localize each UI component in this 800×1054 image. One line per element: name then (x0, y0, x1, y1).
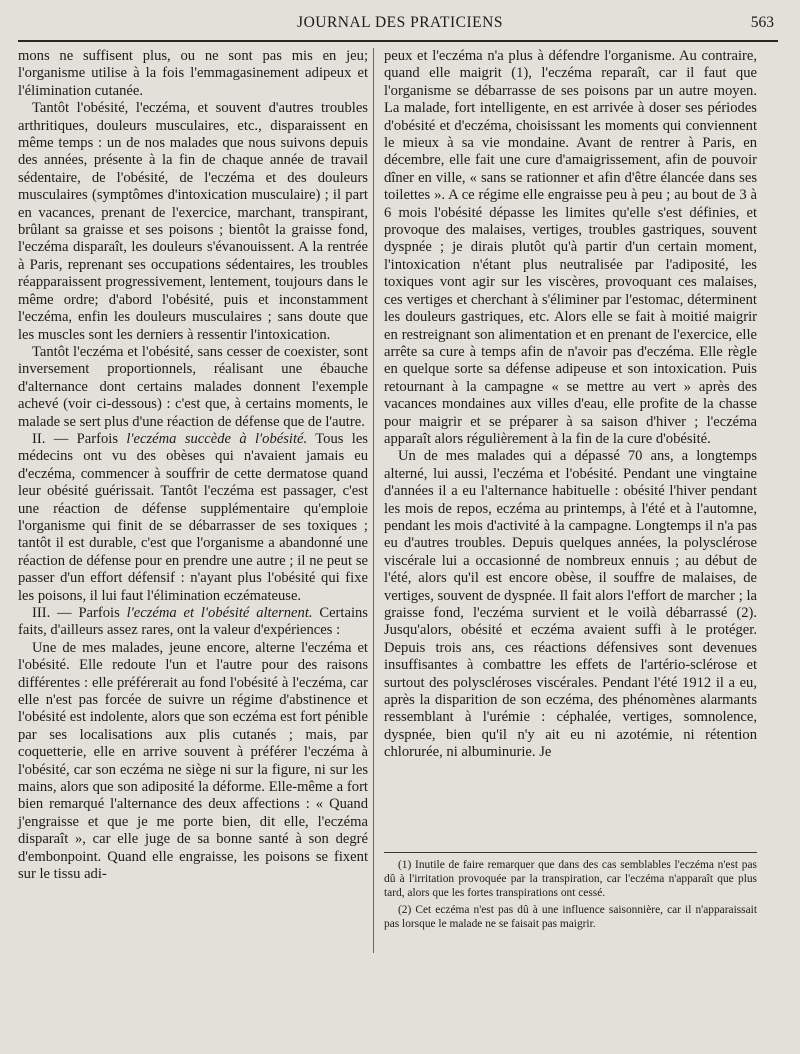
paragraph: mons ne suffisent plus, ou ne sont pas mis en jeu; l'organisme utilise à la fois l'emmagasinement adipeux et l'élimination cutanée. (18, 48, 368, 99)
paragraph: Une de mes malades, jeune encore, alterne l'eczéma et l'obésité. Elle redoute l'un et l'autre pour des raisons différentes : elle préférerait au fond l'obésité à l'eczéma, car elle n'est pas forcée de suivre un régime d'abstinence et l'obésité est indolente, alors que son eczéma est fort pénible par ses localisations aux plis cutanés ; mais, par coquetterie, elle en arrive souvent à préférer l'eczéma à l'obésité, car son eczéma ne siège ni sur la figure, ni sur les mains, alors que son adiposité la déforme. Elle-même a fort bien remarqué l'alternance des deux affections : « Quand j'engraisse et que je me porte bien, dit elle, l'eczéma disparaît », car elle juge de sa bonne santé à son degré d'embonpoint. Quand elle engraisse, les poisons se fixent sur le tissu adi- (18, 639, 368, 883)
paragraph: peux et l'eczéma n'a plus à défendre l'organisme. Au contraire, quand elle maigrit (1), l'eczéma reparaît, car il faut que l'organisme se débarrasse de ses poisons par un autre moyen. La malade, fort intelligente, en est arrivée à doser ses périodes d'obésité et d'eczéma, choisissant les moments qui conviennent le mieux à sa vie mondaine. Avant de rentrer à Paris, en décembre, elle fait une cure d'amaigrissement, afin de pouvoir dîner en ville, « sans se rationner et afin d'être élancée dans ses toilettes ». A ce régime elle engraisse peu à peu ; au bout de 3 à 6 mois l'obésité dépasse les limites qu'elle s'est définies, et provoque des malaises, vertiges, troubles gastriques, souvent dyspnée ; je dirais plutôt qu'à partir d'un certain moment, l'intoxication n'étant plus neutralisée par l'adiposité, les toxiques vont agir sur les viscères, provoquant ces malaises, ces vertiges et cherchant à s'éliminer par l'estomac, déterminent les douleurs gastriques, etc. Alors elle se fait à moitié maigrir en restreignant son alimentation et en prenant de l'exercice, elle arrête sa cure à temps afin de n'avoir pas d'eczéma. Elle règle en quelque sorte sa défense adipeuse et son intoxication. Puis retournant à la campagne « se mettre au vert » après des vacances mondaines aux villes d'eau, elle profite de la chasse pour maigrir et se préparer à sa saison d'hiver ; l'eczéma apparaît alors régulièrement à la fin de la cure d'obésité. (384, 48, 757, 447)
header-rule (18, 40, 778, 42)
section-ii-heading: l'eczéma succède à l'obésité. (126, 430, 308, 447)
paragraph: Tantôt l'obésité, l'eczéma, et souvent d'autres troubles arthritiques, douleurs musculaires, etc., disparaissent en même temps : un de nos malades que nous suivons depuis des années, présente à la fin de chaque année de travail sédentaire, de l'obésité, de l'eczéma et des douleurs musculaires (symptômes d'intoxication musculaire) ; il part en vacances, prenant de l'exercice, marchant, transpirant, brûlant sa graisse et ses poisons ; bientôt la graisse fond, l'eczéma disparaît, les douleurs s'évanouissent. A la rentrée à Paris, reprenant ses occupations sédentaires, les troubles réapparaissent progressivement, lentement, toujours dans le même ordre; d'abord l'obésité, puis et inconstamment l'eczéma, enfin les douleurs musculaires ; sans doute que les muscles sont les derniers à ressentir l'intoxication. (18, 100, 368, 343)
paragraph: Un de mes malades qui a dépassé 70 ans, a longtemps alterné, lui aussi, l'eczéma et l'obésité. Pendant une vingtaine d'années il a eu l'alternance habituelle : obésité l'hiver pendant les mois de repos, eczéma au printemps, à l'été et à l'automne, pendant les mois d'activité à la campagne. Longtemps il n'a pas eu d'autres troubles. Depuis quelques années, la polysclérose viscérale lui a occasionné de nombreux ennuis ; au début de l'été, alors qu'il est encore obèse, il souffre de malaises, de vertiges, souvent de dyspnée. Il fait alors l'effort de marcher ; la graisse fond, l'eczéma survient et le voilà débarrassé (2). Jusqu'alors, obésité et eczéma avaient suffi à le protéger. Depuis trois ans, ces réactions défensives sont devenues insuffisantes à combattre les effets de l'artério-sclérose et surtout des polyscléroses viscérales. Pendant l'été 1912 il a eu, après la disparition de son eczéma, des phénomènes alarmants ressemblant à l'urémie : céphalée, vertiges, somnolence, dyspnée, bien qu'il n'y ait eu ni azotémie, ni rétention chlorurée, ni albuminurie. Je (384, 448, 757, 761)
section-ii-paragraph (18, 431, 368, 605)
section-ii-text: Tous les médecins ont vu des obèses qui n'avaient jamais eu d'eczéma, commencer à souffrir de cette dermatose quand leur obésité guérissait. Tantôt l'eczéma est passager, c'est une réaction de défense supplémentaire qu'emploie l'organisme qui finit de se débarrasser de ses toxiques ; tantôt il est durable, c'est que l'organisme a abandonné une réaction de défense pour en prendre une autre ; il ne peut se passer d'un effort défensif : n'ayant plus l'obésité qui fixe les poisons, il lui faut l'élimination eczémateuse. (18, 430, 368, 604)
left-column (18, 48, 368, 884)
section-ii-lead: II. — Parfois (32, 430, 127, 447)
footnote-rule (384, 852, 757, 853)
footnote-1: (1) Inutile de faire remarquer que dans des cas semblables l'eczéma n'est pas dû à l'irritation provoquée par la transpiration, car l'eczéma n'apparaît que plus tard, alors que les fortes transpirations ont cessé. (384, 859, 757, 900)
page-number: 563 (750, 14, 774, 31)
right-column (384, 48, 757, 762)
footnotes (384, 858, 757, 933)
paragraph: Tantôt l'eczéma et l'obésité, sans cesser de coexister, sont inversement proportionnels, réalisant une ébauche d'alternance dont certains malades donnent l'exemple achevé (voir ci-dessous) : c'est que, à certains moments, le malade se sert plus d'une réaction de défense que de l'autre. (18, 343, 368, 430)
journal-title: JOURNAL DES PRATICIENS (297, 14, 503, 31)
section-iii-heading: l'eczéma et l'obésité alternent. (126, 605, 313, 621)
section-iii-paragraph (18, 605, 368, 640)
section-iii-lead: III. — Parfois (32, 605, 127, 621)
running-header (20, 14, 780, 40)
column-divider (373, 48, 374, 953)
section-iii-text: Certains faits, d'ailleurs assez rares, ont la valeur d'expériences : (18, 605, 368, 639)
footnote-2: (2) Cet eczéma n'est pas dû à une influence saisonnière, car il n'apparaissait pas lorsque le malade ne se faisait pas maigrir. (384, 903, 757, 930)
